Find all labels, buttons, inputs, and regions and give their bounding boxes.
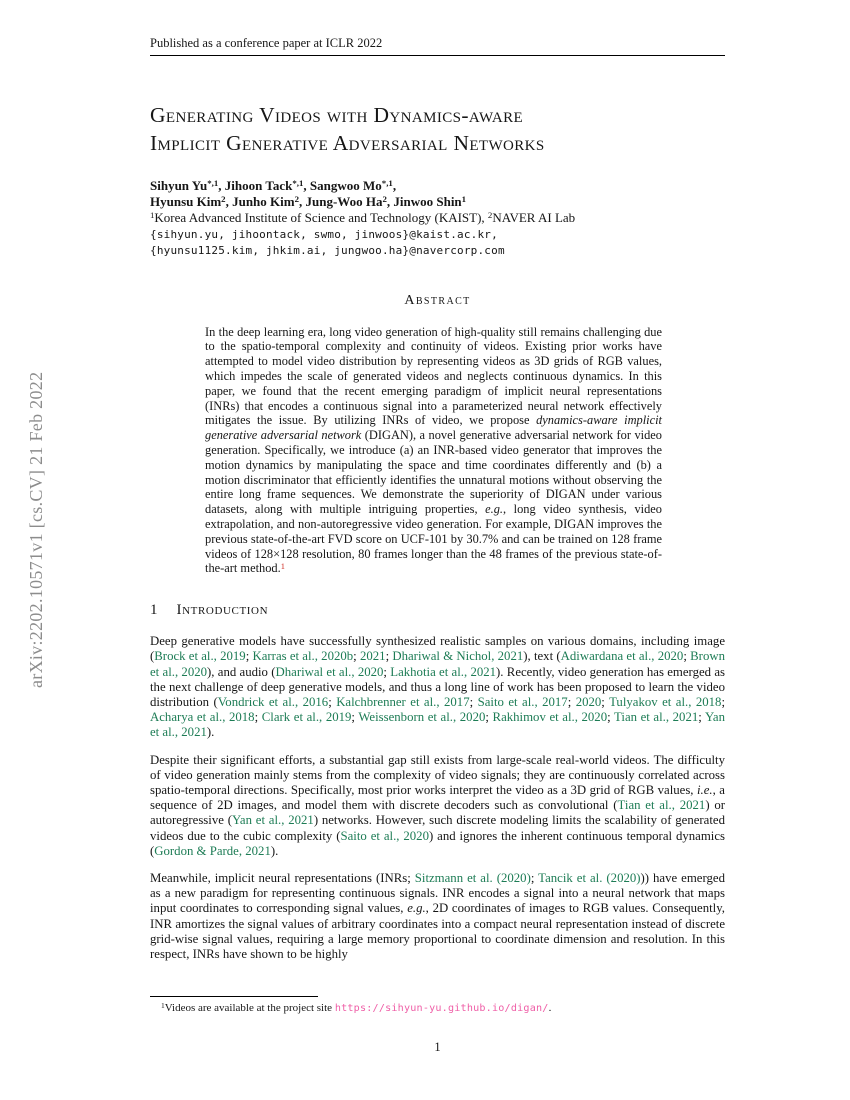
text-run: ; (683, 649, 691, 664)
citation-link[interactable]: 2021 (359, 649, 386, 664)
text-run: ; (485, 710, 493, 725)
citation-link[interactable]: Acharya et al., 2018 (150, 710, 255, 725)
arxiv-watermark: arXiv:2202.10571v1 [cs.CV] 21 Feb 2022 (26, 371, 46, 689)
header-rule (150, 55, 725, 56)
superscript-marker: 2 (294, 194, 300, 205)
text-run: Korea Advanced Institute of Science and Technology (KAIST), (154, 210, 488, 226)
citation-link[interactable]: Gordon & Parde, 2021 (154, 843, 271, 858)
citation-link[interactable]: Kalchbrenner et al., 2017 (336, 694, 470, 709)
citation-link[interactable]: Clark et al., 2019 (261, 710, 352, 725)
text-run: , 2D coordinates of images to RGB values. Consequently, INR amortizes the signal values of arbitrary coordinates into a compact neural representation instead of discrete grid-wise signal values, requiring a large memory proportional to coordinate dimension and resolution. In this respect, INRs have shown to be highly (150, 901, 725, 962)
footnote-text (150, 1002, 725, 1016)
citation-link[interactable]: Lakhotia et al., 2021 (390, 664, 497, 679)
running-header: Published as a conference paper at ICLR 2022 (150, 36, 383, 50)
citation-link[interactable]: Yan et al., 2021 (231, 813, 314, 828)
affiliation-line (150, 210, 725, 226)
paper-title-line-1: Generating Videos with Dynamics-aware (150, 103, 524, 127)
text-run: , (392, 178, 397, 193)
citation-link[interactable]: Yan et al., 2021 (150, 710, 725, 740)
text-run: ). (206, 725, 215, 740)
intro-paragraph-2 (150, 753, 725, 859)
footnote-ref-marker: 1 (280, 560, 285, 571)
citation-link[interactable]: Saito et al., 2017 (477, 694, 568, 709)
emphasis-text: i.e. (696, 782, 713, 797)
intro-paragraph-1 (150, 634, 725, 740)
text-run: ), text ( (523, 649, 561, 664)
emphasis-text: e.g. (407, 901, 426, 916)
author-line-1 (150, 178, 725, 194)
paper-content-column (150, 0, 725, 962)
section-number: 1 (150, 602, 158, 619)
text-run: ; (254, 710, 262, 725)
text-run: ; (245, 649, 253, 664)
text-run: ), and audio ( (207, 664, 276, 679)
text-run: Deep generative models have successfully synthesized realistic samples on various domains, including image ( (150, 634, 725, 664)
paper-title (150, 101, 725, 157)
text-run: )) have emerged as a new paradigm for representing continuous signals. INR encodes a signal into a neural network that maps input coordinates to corresponding signal values, (150, 871, 725, 916)
text-run: ) or autoregressive ( (150, 798, 726, 828)
text-run: ) and ignores the inherent continuous temporal dynamics ( (150, 828, 726, 858)
superscript-marker: 1 (161, 1000, 165, 1010)
citation-link[interactable]: Tian et al., 2021 (617, 798, 706, 813)
text-run: , Jung-Woo Ha (299, 194, 383, 210)
text-run: Despite their significant efforts, a substantial gap still exists from large-scale real-world videos. The difficulty of video generation mainly stems from the complexity of video signals; they are continuously correlated across spatio-temporal directions. Specifically, most prior works interpret the video as a 3D grid of RGB values, (150, 752, 725, 797)
superscript-marker: 1 (461, 194, 467, 205)
text-run: ; (351, 710, 359, 725)
paper-title-line-2: Implicit Generative Adversarial Networks (150, 131, 545, 155)
citation-link[interactable]: Adiwardana et al., 2020 (560, 649, 684, 664)
superscript-marker: *,1 (207, 178, 219, 189)
citation-link[interactable]: Weissenborn et al., 2020 (358, 710, 486, 725)
section-heading-introduction (150, 602, 725, 619)
superscript-marker: *,1 (292, 178, 304, 189)
text-run: , Jihoon Tack (218, 178, 293, 193)
superscript-marker: 2 (221, 194, 226, 205)
text-run: ; (607, 710, 615, 725)
citation-link[interactable]: Tian et al., 2021 (614, 710, 699, 725)
abstract-heading: Abstract (404, 292, 471, 308)
text-run: ; (530, 871, 539, 885)
citation-link[interactable]: Tulyakov et al., 2018 (609, 694, 722, 709)
section-title: Introduction (176, 602, 269, 619)
text-run: , long video synthesis, video extrapolation, and non-autoregressive video generation. For example, DIGAN improves the previous state-of-the-art FVD score on UCF-101 by 30.7% and can be trained on 128 frame videos of 128×128 resolution, 80 frames longer than the 48 frames of the previous state-of-the-art method. (205, 502, 662, 576)
text-run: ; (567, 694, 576, 709)
footnote-block (150, 996, 725, 1016)
superscript-marker: *,1 (381, 178, 393, 189)
superscript-marker: 2 (382, 194, 387, 205)
intro-paragraph-3 (150, 871, 725, 962)
text-run: . (548, 1002, 552, 1014)
footnote-rule (150, 996, 318, 997)
text-run: ; (385, 649, 393, 664)
text-run: Hyunsu Kim (150, 194, 222, 210)
text-run: , Junho Kim (225, 194, 295, 210)
abstract-body (205, 325, 662, 577)
text-run: ; (353, 649, 360, 664)
citation-link[interactable]: Saito et al., 2020 (340, 828, 429, 843)
citation-link[interactable]: Vondrick et al., 2016 (217, 694, 329, 709)
author-line-2 (150, 194, 725, 210)
text-run: (DIGAN), a novel generative adversarial network for video generation. Specifically, we introduce (a) an INR-based video generator that improves the motion dynamics by manipulating the space and time coordinates differently and (b) a motion discriminator that efficiently identifies the unnatural motions without observing the entire long frame sequences. We demonstrate the superiority of DIGAN under various datasets, along with multiple intriguing properties, (205, 428, 662, 517)
text-run: ; (721, 694, 725, 709)
text-run: ; (328, 694, 337, 709)
citation-link[interactable]: Karras et al., 2020b (252, 649, 354, 664)
citation-link[interactable]: Brown et al., 2020 (150, 649, 725, 679)
citation-link[interactable]: Brock et al., 2019 (154, 649, 246, 664)
page-number: 1 (434, 1040, 441, 1054)
citation-link[interactable]: 2020 (575, 694, 602, 709)
text-run: ; (383, 664, 391, 679)
superscript-marker: 2 (487, 210, 493, 221)
text-run: , Sangwoo Mo (303, 178, 382, 193)
text-run: Sihyun Yu (150, 178, 208, 193)
text-run: ; (469, 694, 478, 709)
citation-link[interactable]: Dhariwal & Nichol, 2021 (392, 649, 524, 664)
text-run: , a sequence of 2D images, and model them with discrete decoders such as convolutional ( (150, 782, 725, 813)
citation-link[interactable]: Sitzmann et al. (2020) (414, 871, 531, 885)
citation-link[interactable]: Rakhimov et al., 2020 (492, 710, 608, 725)
email-line-2: {hyunsu1125.kim, jhkim.ai, jungwoo.ha}@navercorp.com (150, 244, 505, 258)
text-run: ) networks. However, such discrete modeling limits the scalability of generated videos due to the cubic complexity ( (150, 813, 725, 843)
text-run: In the deep learning era, long video generation of high-quality still remains challenging due to the spatio-temporal complexity and continuity of videos. Existing prior works have attempted to model video distribution by representing videos as 3D grids of RGB values, which impedes the scale of generated videos and neglects continuous dynamics. In this paper, we found that the recent emerging paradigm of implicit neural representations (INRs) that encodes a continuous signal into a parameterized neural network effectively mitigates the issue. By utilizing INRs of video, we propose (205, 324, 662, 428)
text-run: ). (270, 843, 279, 858)
citation-link[interactable]: Tancik et al. (2020) (538, 871, 641, 885)
emphasis-text: e.g. (485, 502, 503, 517)
emphasis-text: dynamics-aware implicit generative adversarial network (205, 413, 662, 443)
text-run: ; (698, 710, 705, 725)
text-run: , Jinwoo Shin (386, 194, 462, 210)
url-link[interactable]: https://sihyun-yu.github.io/digan/ (334, 1003, 549, 1014)
text-run: Meanwhile, implicit neural representations (INRs; (150, 871, 415, 885)
citation-link[interactable]: Dhariwal et al., 2020 (275, 664, 384, 679)
authors-block (150, 178, 725, 260)
text-run: ). Recently, video generation has emerged as the next challenge of deep generative models, and thus a long line of work has been proposed to learn the video distribution ( (150, 664, 725, 709)
text-run: NAVER AI Lab (492, 210, 576, 226)
text-run: Videos are available at the project site (164, 1002, 335, 1014)
text-run: ; (601, 694, 610, 709)
superscript-marker: 1 (150, 210, 155, 221)
email-line-1: {sihyun.yu, jihoontack, swmo, jinwoos}@kaist.ac.kr, (150, 227, 498, 241)
